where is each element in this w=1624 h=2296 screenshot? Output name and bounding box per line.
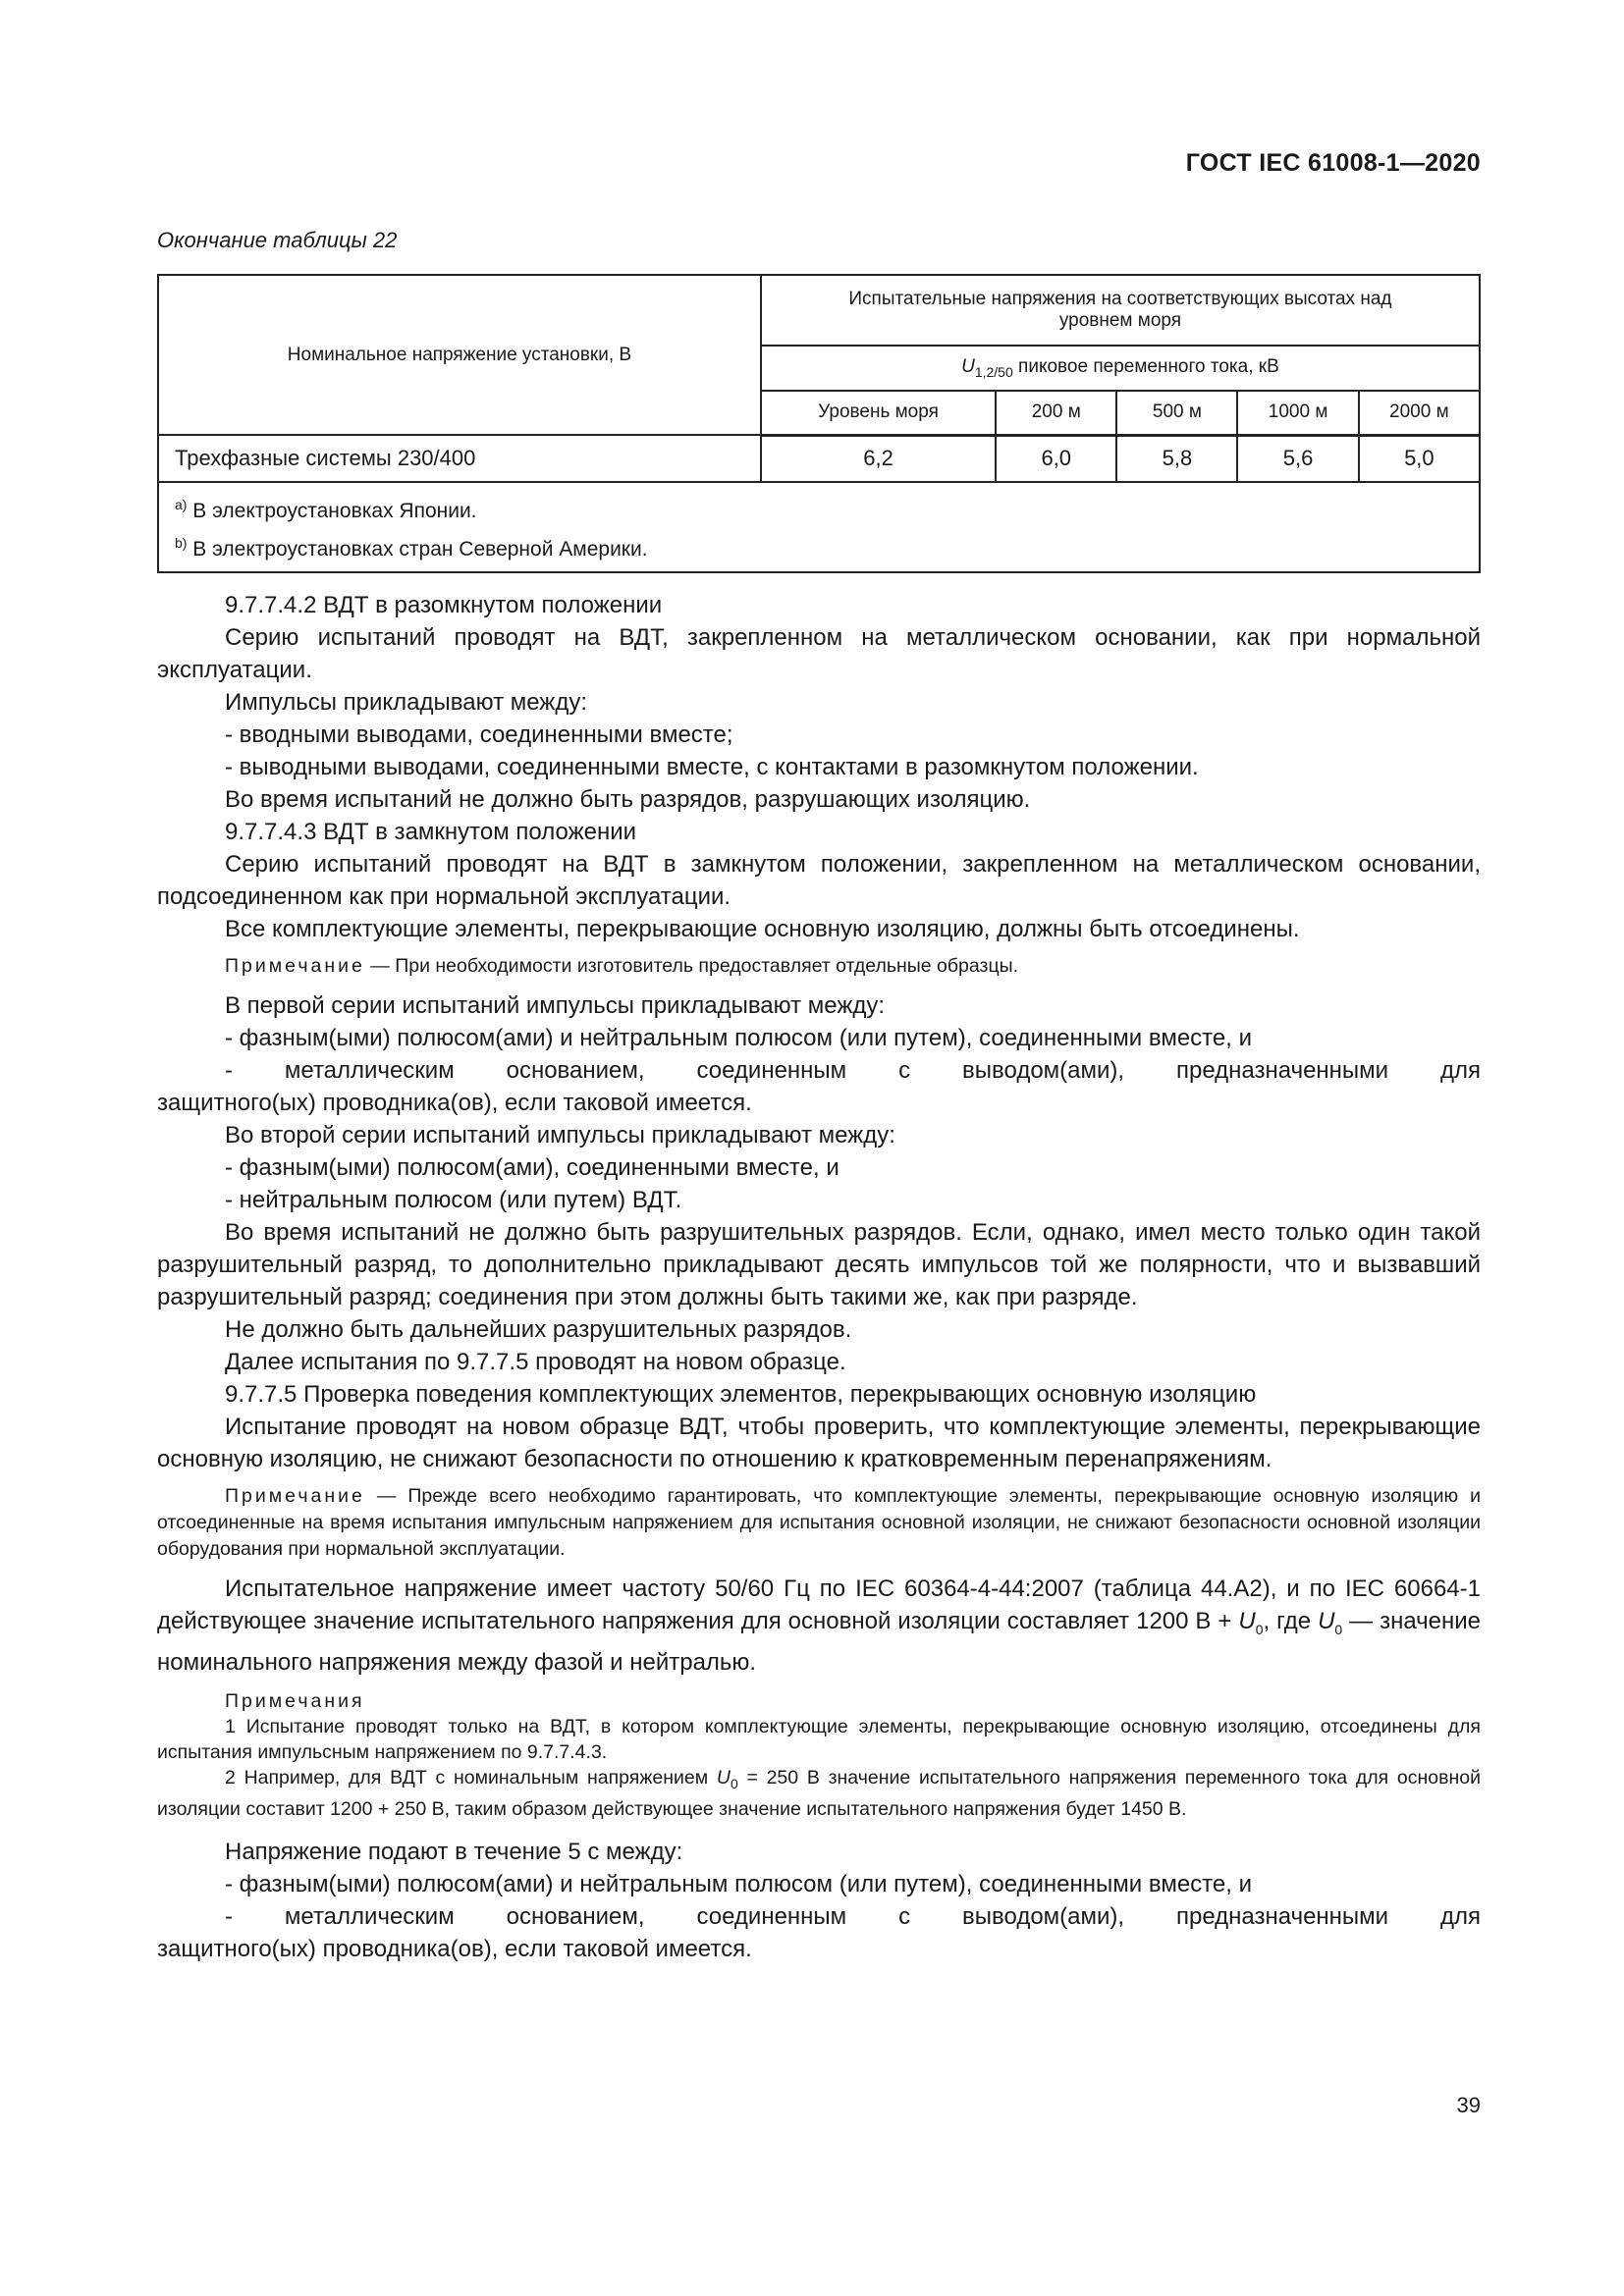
header-altitude: 500 м — [1116, 391, 1237, 435]
list-item: - фазным(ыми) полюсом(ами), соединенными вместе, и — [225, 1154, 839, 1181]
section-heading: 9.7.7.4.2 ВДТ в разомкнутом положении — [225, 592, 663, 618]
section-heading: 9.7.7.5 Проверка поведения комплектующих элементов, перекрывающих основную изоляцию — [225, 1381, 1257, 1408]
paragraph: Во время испытаний не должно быть разрядов, разрушающих изоляцию. — [225, 786, 1031, 813]
header-altitude: 200 м — [996, 391, 1116, 435]
paragraph: Импульсы прикладывают между: — [225, 689, 588, 716]
document-body — [157, 589, 1481, 1965]
header-test-voltages: Испытательные напряжения на соответствующих высотах над уровнем моря — [761, 275, 1480, 346]
list-item: - нейтральным полюсом (или путем) ВДТ. — [225, 1187, 682, 1213]
paragraph: Все комплектующие элементы, перекрывающие основную изоляцию, должны быть отсоединены. — [225, 916, 1300, 942]
list-item: - металлическим основанием, соединенным с выводом(ами), предназначенными для — [225, 1902, 1481, 1930]
paragraph: Далее испытания по 9.7.7.5 проводят на новом образце. — [225, 1349, 846, 1375]
table-cell: 5,8 — [1116, 435, 1237, 482]
list-item-continuation: защитного(ых) проводника(ов), если таковой имеется. — [157, 1935, 752, 1962]
paragraph: В первой серии испытаний импульсы прикладывают между: — [225, 992, 886, 1019]
note: Примечание — При необходимости изготовитель предоставляет отдельные образцы. — [225, 955, 1019, 977]
paragraph: Во время испытаний не должно быть разрушительных разрядов. Если, однако, имел место только один такой разрушительный разряд, то дополнительно прикладывают десять импульсов той же полярности, что и вызвавший разрушительный разряд; соединения при этом должны быть такими же, как при разряде. — [157, 1219, 1481, 1310]
footnote-a: $^{a)}$ В электроустановках Японии. — [175, 497, 477, 522]
table-cell: 6,2 — [761, 435, 996, 482]
list-item: - фазным(ыми) полюсом(ами) и нейтральным полюсом (или путем), соединенными вместе, и — [225, 1025, 1252, 1051]
header-altitude: 2000 м — [1359, 391, 1480, 435]
page-number: 39 — [1456, 2093, 1481, 2117]
paragraph: Серию испытаний проводят на ВДТ, закрепленном на металлическом основании, как при нормальной эксплуатации. — [157, 624, 1481, 683]
row-label: Трехфазные системы 230/400 — [158, 435, 761, 482]
note-item: 1 Испытание проводят только на ВДТ, в котором комплектующие элементы, перекрывающие основную изоляцию, отсоединены для испытания импульсным напряжением по 9.7.7.4.3. — [157, 1715, 1481, 1763]
paragraph: Испытание проводят на новом образце ВДТ, чтобы проверить, что комплектующие элементы, перекрывающие основную изоляцию, не снижают безопасности по отношению к кратковременным перенапряжениям. — [157, 1414, 1481, 1472]
footnote-b: $^{b)}$ В электроустановках стран Северной Америки. — [175, 535, 648, 561]
list-item: - вводными выводами, соединенными вместе; — [225, 721, 733, 748]
document-code: ГОСТ IEC 61008-1—2020 — [1185, 149, 1481, 177]
header-altitude: Уровень моря — [761, 391, 996, 435]
note: Примечание — Прежде всего необходимо гарантировать, что комплектующие элементы, перекрывающие основную изоляцию и отсоединенные на время испытания импульсным напряжением для испытания основной изоляции, не снижают безопасности основной изоляции оборудования при нормальной эксплуатации. — [157, 1485, 1481, 1560]
list-item-continuation: защитного(ых) проводника(ов), если таковой имеется. — [157, 1090, 752, 1116]
paragraph: Во второй серии испытаний импульсы прикладывают между: — [225, 1122, 895, 1148]
note-item: 2 Например, для ВДТ с номинальным напряжением $U_0 = 250$ В значение испытательного напряжения переменного тока для основной изоляции составит 1200 + 250 В, таким образом действующее значение испытательного напряжения будет 1450 В. — [157, 1766, 1481, 1820]
paragraph: Серию испытаний проводят на ВДТ в замкнутом положении, закрепленном на металлическом основании, подсоединенном как при нормальной эксплуатации. — [157, 851, 1481, 910]
list-item: - выводными выводами, соединенными вместе, с контактами в разомкнутом положении. — [225, 754, 1199, 780]
table-cell: 5,0 — [1359, 435, 1480, 482]
table-caption: Окончание таблицы 22 — [157, 228, 398, 252]
table-cell: 5,6 — [1237, 435, 1358, 482]
paragraph: Испытательное напряжение имеет частоту 50/60 Гц по IEC 60364-4-44:2007 (таблица 44.A2), и по IEC 60664-1 действующее значение испытательного напряжения для основной изоляции составляет 1200 $В + U_0$, где $U_0$ — значение номинального напряжения между фазой и нейтралью. — [157, 1575, 1482, 1676]
notes-heading: Примечания — [225, 1689, 365, 1712]
table-footnotes — [158, 482, 1480, 572]
paragraph: Не должно быть дальнейших разрушительных разрядов. — [225, 1316, 852, 1343]
table-cell: 6,0 — [996, 435, 1116, 482]
list-item: - фазным(ыми) полюсом(ами) и нейтральным полюсом (или путем), соединенными вместе, и — [225, 1870, 1252, 1897]
header-unit: $U_{1,2/50}$ пиковое переменного тока, кВ — [761, 346, 1480, 391]
header-altitude: 1000 м — [1237, 391, 1358, 435]
list-item: - металлическим основанием, соединенным с выводом(ами), предназначенными для — [225, 1057, 1481, 1084]
section-heading: 9.7.7.4.3 ВДТ в замкнутом положении — [225, 819, 637, 845]
paragraph: Напряжение подают в течение 5 с между: — [225, 1838, 683, 1865]
voltage-table — [157, 274, 1481, 573]
header-nominal-voltage: Номинальное напряжение установки, В — [158, 275, 761, 435]
